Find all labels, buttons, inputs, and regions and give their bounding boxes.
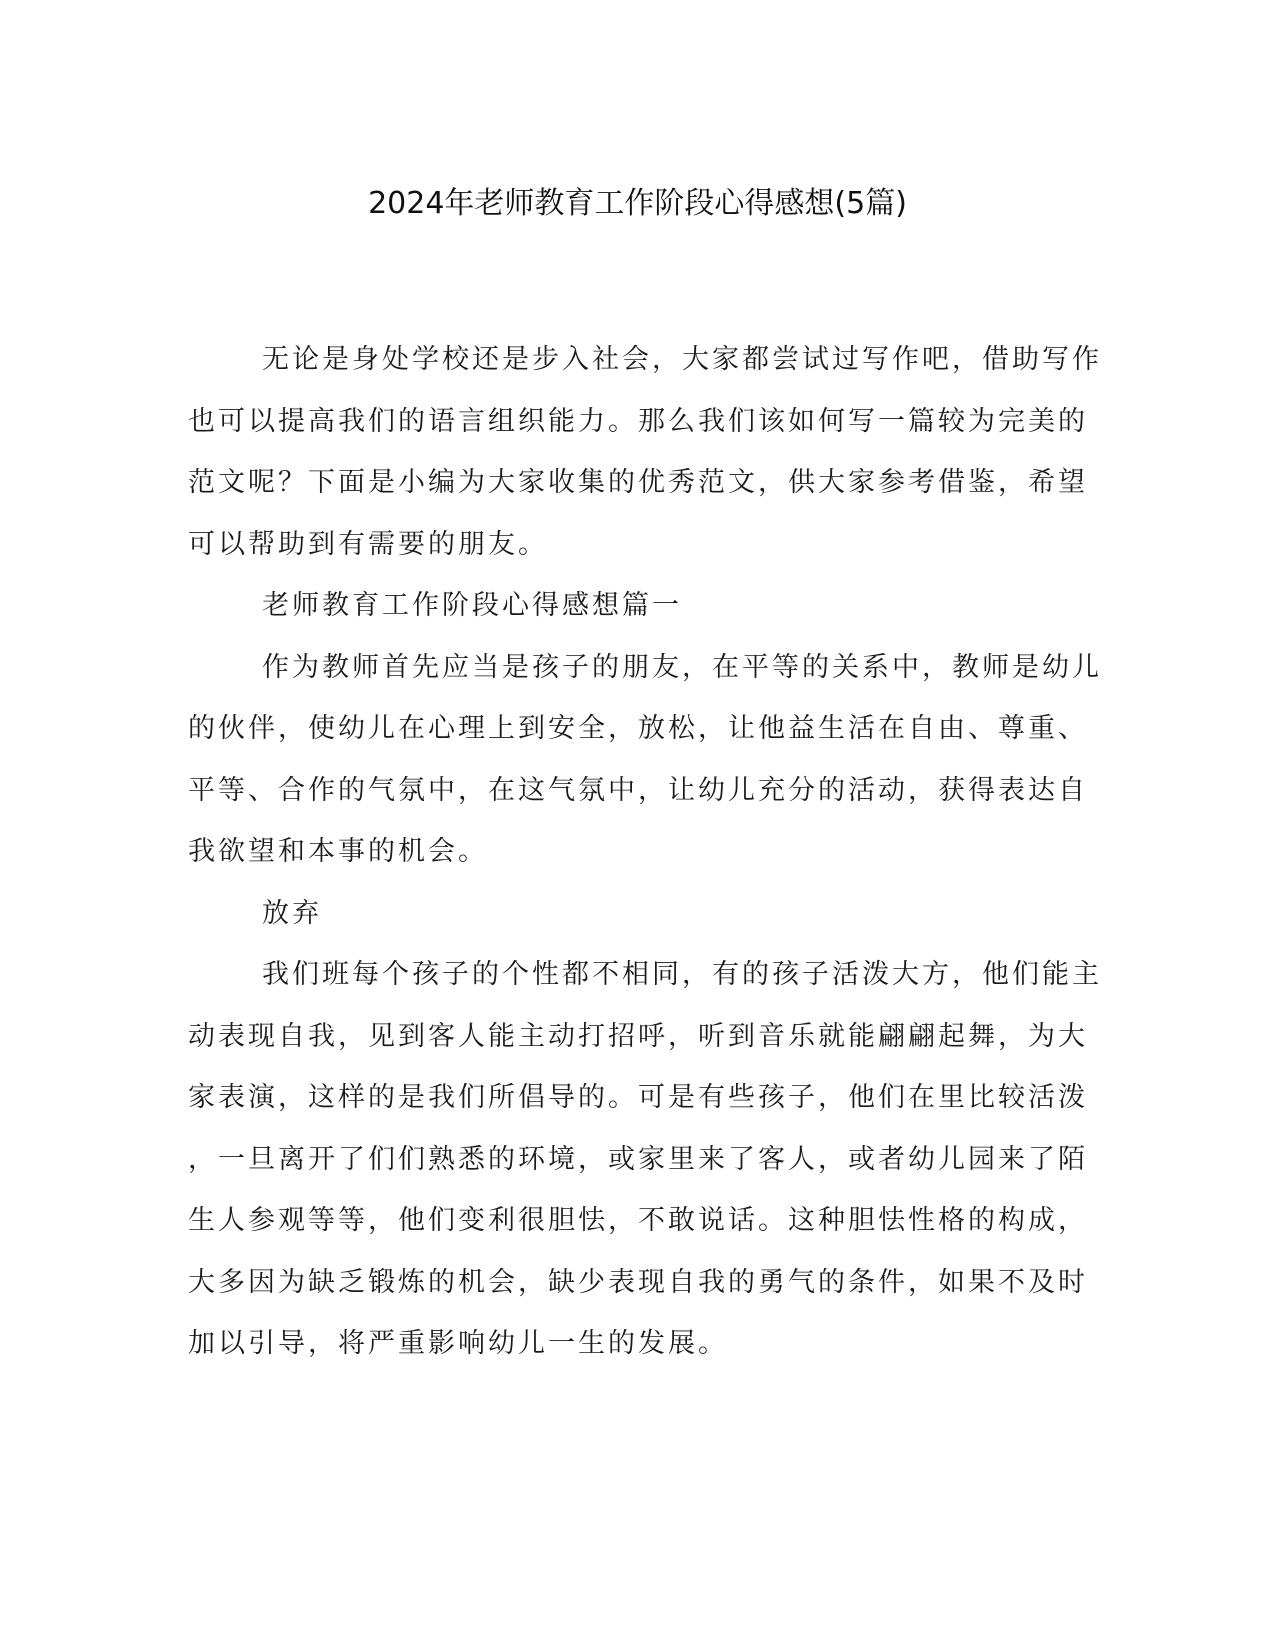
body-line: 我们班每个孩子的个性都不相同，有的孩子活泼大方，他们能主 bbox=[262, 959, 1102, 990]
document-body bbox=[188, 329, 1102, 1375]
document-title: 2024年老师教育工作阶段心得感想(5篇) bbox=[368, 186, 907, 221]
body-line: 生人参观等等，他们变利很胆怯，不敢说话。这种胆怯性格的构成， bbox=[188, 1205, 1088, 1236]
body-line: 加以引导，将严重影响幼儿一生的发展。 bbox=[188, 1328, 728, 1359]
body-line: 可以帮助到有需要的朋友。 bbox=[188, 528, 548, 560]
body-line: 平等、合作的气氛中，在这气氛中，让幼儿充分的活动，获得表达自 bbox=[188, 774, 1088, 806]
body-line: 也可以提高我们的语言组织能力。那么我们该如何写一篇较为完美的 bbox=[188, 405, 1088, 437]
body-line: 作为教师首先应当是孩子的朋友，在平等的关系中，教师是幼儿 bbox=[262, 651, 1102, 683]
body-line: 放弃 bbox=[262, 897, 322, 929]
body-line: 范文呢？下面是小编为大家收集的优秀范文，供大家参考借鉴，希望 bbox=[188, 467, 1088, 498]
body-line: 无论是身处学校还是步入社会，大家都尝试过写作吧，借助写作 bbox=[262, 344, 1102, 375]
body-line: 家表演，这样的是我们所倡导的。可是有些孩子，他们在里比较活泼 bbox=[188, 1082, 1088, 1113]
body-line: 老师教育工作阶段心得感想篇一 bbox=[262, 590, 682, 621]
body-line: 大多因为缺乏锻炼的机会，缺少表现自我的勇气的条件，如果不及时 bbox=[188, 1266, 1088, 1298]
body-line: ，一旦离开了们们熟悉的环境，或家里来了客人，或者幼儿园来了陌 bbox=[188, 1143, 1088, 1175]
body-line: 动表现自我，见到客人能主动打招呼，听到音乐就能翩翩起舞，为大 bbox=[188, 1020, 1088, 1052]
body-line: 的伙伴，使幼儿在心理上到安全，放松，让他益生活在自由、尊重、 bbox=[188, 713, 1088, 744]
body-line: 我欲望和本事的机会。 bbox=[188, 836, 488, 867]
